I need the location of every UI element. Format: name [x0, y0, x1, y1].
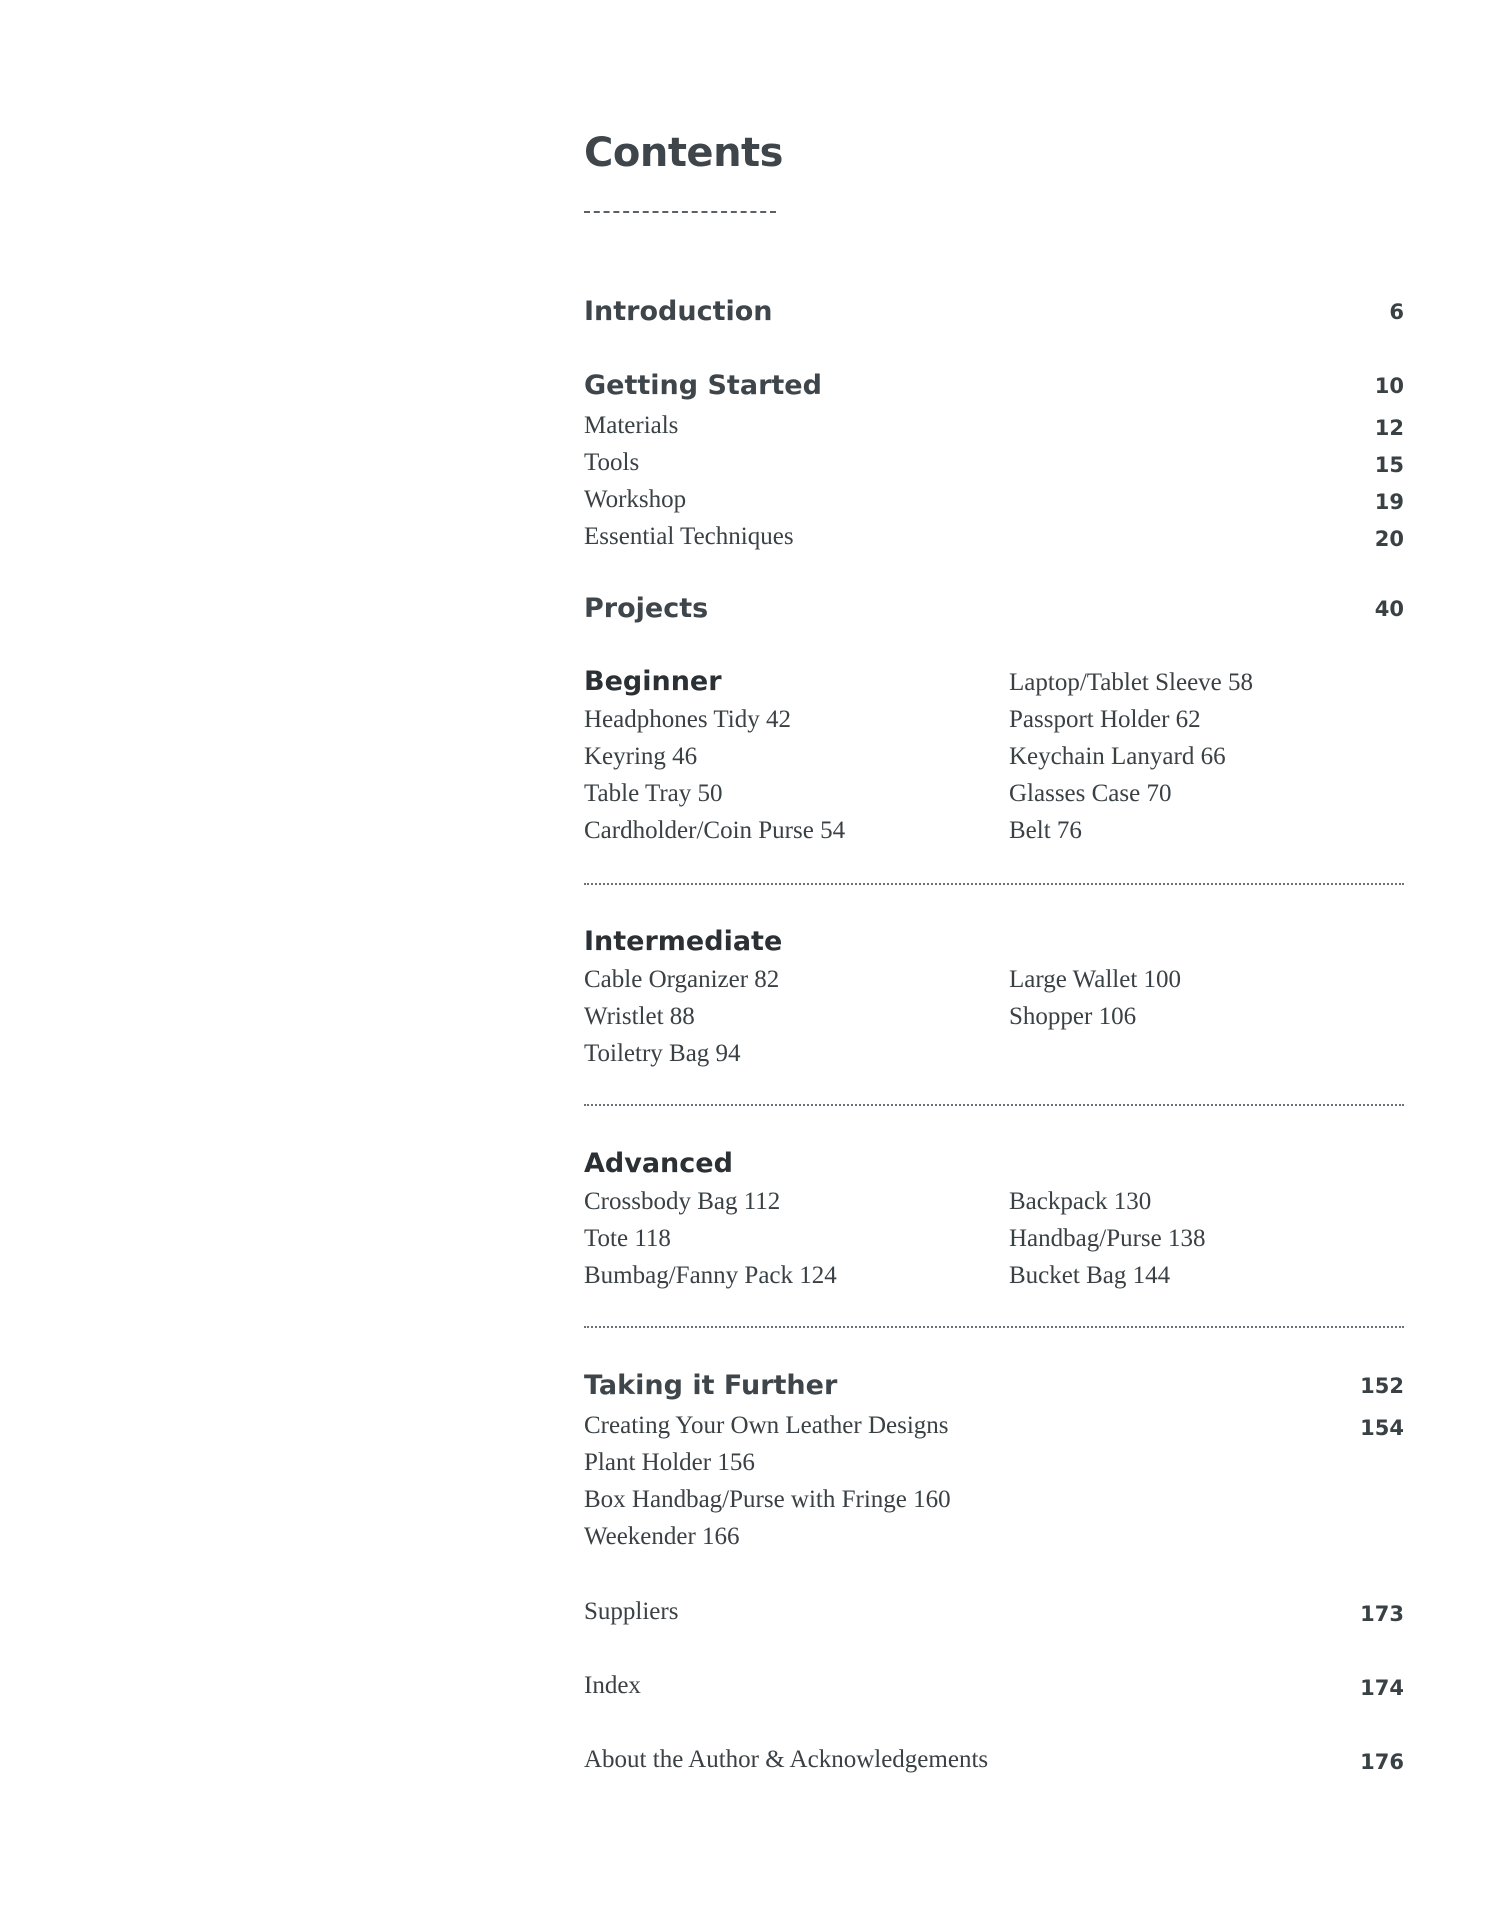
project-entry[interactable]: Tote 118: [584, 1225, 671, 1252]
section-heading: Projects: [584, 593, 709, 624]
entry-label: Plant Holder 156: [584, 1449, 755, 1476]
entry-label: About the Author & Acknowledgements: [584, 1746, 989, 1773]
entry-label: Index: [584, 1672, 641, 1699]
project-entry[interactable]: Toiletry Bag 94: [584, 1040, 741, 1067]
page-number: 12: [1374, 416, 1404, 440]
project-entry[interactable]: Crossbody Bag 112: [584, 1188, 781, 1215]
section-heading: Introduction: [584, 296, 773, 327]
page-number: 19: [1374, 490, 1404, 514]
project-entry[interactable]: Keyring 46: [584, 743, 698, 770]
entry-label: Suppliers: [584, 1598, 679, 1625]
toc-entry-introduction[interactable]: [584, 296, 1404, 336]
page-number: 174: [1360, 1676, 1404, 1700]
entry-label: Box Handbag/Purse with Fringe 160: [584, 1486, 951, 1513]
page-number: 15: [1374, 453, 1404, 477]
section-divider: [584, 883, 1404, 885]
subsection-heading: Advanced: [584, 1148, 733, 1179]
project-entry[interactable]: Bucket Bag 144: [1009, 1262, 1171, 1289]
page-number: 173: [1360, 1602, 1404, 1626]
toc-entry-projects[interactable]: [584, 593, 1404, 633]
project-entry[interactable]: Table Tray 50: [584, 780, 723, 807]
subsection-heading: Beginner: [584, 666, 722, 697]
project-entry[interactable]: Laptop/Tablet Sleeve 58: [1009, 669, 1254, 696]
project-entry[interactable]: Headphones Tidy 42: [584, 706, 791, 733]
project-entry[interactable]: Large Wallet 100: [1009, 966, 1182, 993]
toc-entry-suppliers[interactable]: [584, 1598, 1404, 1638]
project-entry[interactable]: Passport Holder 62: [1009, 706, 1201, 733]
page-number: 154: [1360, 1416, 1404, 1440]
project-entry[interactable]: Handbag/Purse 138: [1009, 1225, 1206, 1252]
toc-entry-index[interactable]: [584, 1672, 1404, 1712]
intermediate-group: [584, 926, 1404, 1076]
subsection-heading: Intermediate: [584, 926, 783, 957]
section-divider: [584, 1104, 1404, 1106]
project-entry[interactable]: Bumbag/Fanny Pack 124: [584, 1262, 837, 1289]
page-number: 40: [1374, 597, 1404, 621]
toc-entry-box-handbag[interactable]: [584, 1486, 1404, 1526]
entry-label: Creating Your Own Leather Designs: [584, 1412, 949, 1439]
beginner-group: [584, 666, 1404, 866]
toc-entry-plant-holder[interactable]: [584, 1449, 1404, 1489]
entry-label: Materials: [584, 412, 679, 439]
toc-entry-workshop[interactable]: [584, 486, 1404, 526]
section-heading: Taking it Further: [584, 1370, 838, 1401]
page-title: Contents: [584, 130, 783, 176]
project-entry[interactable]: Cardholder/Coin Purse 54: [584, 817, 846, 844]
project-entry[interactable]: Glasses Case 70: [1009, 780, 1172, 807]
project-entry[interactable]: Wristlet 88: [584, 1003, 695, 1030]
entry-label: Tools: [584, 449, 640, 476]
page-number: 176: [1360, 1750, 1404, 1774]
toc-entry-essential-techniques[interactable]: [584, 523, 1404, 563]
entry-label: Essential Techniques: [584, 523, 794, 550]
toc-entry-getting-started[interactable]: [584, 370, 1404, 410]
project-entry[interactable]: Backpack 130: [1009, 1188, 1152, 1215]
toc-entry-creating-designs[interactable]: [584, 1412, 1404, 1452]
entry-label: Workshop: [584, 486, 687, 513]
toc-entry-tools[interactable]: [584, 449, 1404, 489]
page-number: 6: [1389, 300, 1404, 324]
page-number: 152: [1360, 1374, 1404, 1398]
project-entry[interactable]: Shopper 106: [1009, 1003, 1137, 1030]
page-number: 20: [1374, 527, 1404, 551]
toc-entry-weekender[interactable]: [584, 1523, 1404, 1563]
project-entry[interactable]: Cable Organizer 82: [584, 966, 780, 993]
page-number: 10: [1374, 374, 1404, 398]
toc-entry-taking-it-further[interactable]: [584, 1370, 1404, 1410]
advanced-group: [584, 1148, 1404, 1298]
section-heading: Getting Started: [584, 370, 822, 401]
project-entry[interactable]: Keychain Lanyard 66: [1009, 743, 1226, 770]
entry-label: Weekender 166: [584, 1523, 740, 1550]
project-entry[interactable]: Belt 76: [1009, 817, 1082, 844]
title-underline: [584, 211, 776, 213]
toc-entry-materials[interactable]: [584, 412, 1404, 452]
toc-entry-about-author[interactable]: [584, 1746, 1404, 1786]
section-divider: [584, 1326, 1404, 1328]
